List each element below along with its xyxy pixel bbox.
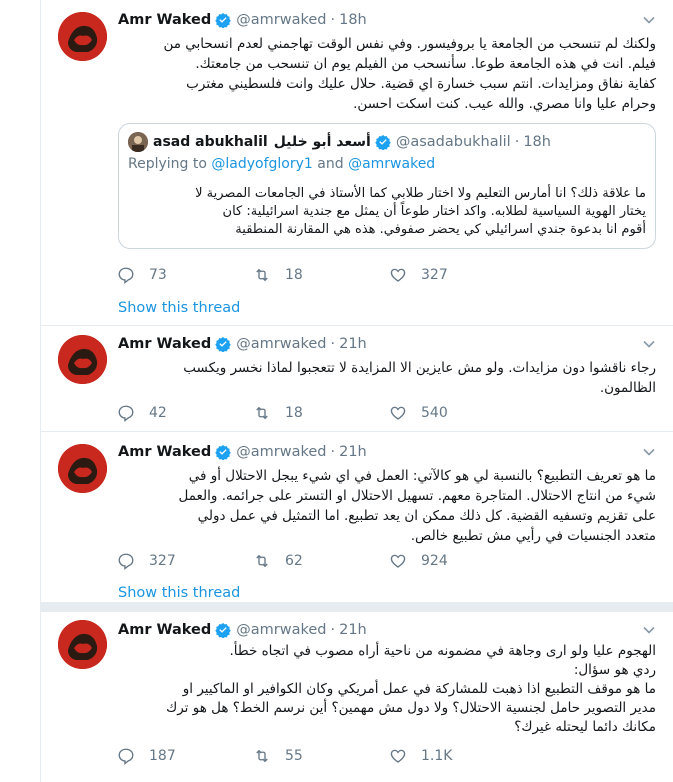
retweet-count: 18 xyxy=(285,405,303,421)
mention-link[interactable]: @ladyofglory1 xyxy=(211,156,313,172)
quote-author-name-arabic: أسعد أبو خليل xyxy=(273,134,371,150)
reply-icon xyxy=(117,552,135,570)
like-icon xyxy=(389,552,407,570)
avatar[interactable] xyxy=(58,620,107,669)
reply-count: 42 xyxy=(149,405,167,421)
author-handle[interactable]: @amrwaked xyxy=(236,622,327,638)
retweet-button[interactable] xyxy=(249,552,385,570)
author-handle[interactable]: @amrwaked xyxy=(236,12,327,28)
reply-count: 327 xyxy=(149,553,176,569)
avatar[interactable] xyxy=(58,335,107,384)
retweet-icon xyxy=(253,552,271,570)
timeline xyxy=(40,0,673,782)
verified-badge-icon xyxy=(215,622,231,638)
tweet-text: الهجوم عليا ولو ارى وجاهة في مضمونه من ناحية أراه مصوب في اتجاه خطأ. ردي هو سؤال: ما هو موقف التطبيع اذا ذهبت للمشاركة في عمل أمريكي وكان الكوافير او الماكيير او مدير التصوير حامل لجنسية الاحتلال؟ ولا دول مش مهمين؟ أين نرسم الخط؟ هل هو ترك مكانك دائما ليحتله غيرك؟ xyxy=(166,643,656,735)
like-button[interactable] xyxy=(385,404,521,422)
verified-badge-icon xyxy=(375,134,391,150)
like-count: 540 xyxy=(421,405,448,421)
like-count: 327 xyxy=(421,267,448,283)
author-handle[interactable]: @amrwaked xyxy=(236,444,327,460)
reply-button[interactable] xyxy=(113,404,249,422)
quote-author-handle: @asadabukhalil xyxy=(395,134,511,150)
quote-timestamp: 18h xyxy=(523,134,551,150)
quote-header xyxy=(128,132,551,152)
tweet[interactable] xyxy=(41,612,673,782)
timestamp[interactable]: 21h xyxy=(339,444,367,460)
verified-badge-icon xyxy=(215,336,231,352)
replying-to-label: Replying to xyxy=(128,156,212,172)
tweet[interactable] xyxy=(41,432,673,612)
tweet[interactable] xyxy=(41,326,673,432)
quote-author-name: asad abukhalil xyxy=(153,134,268,150)
separator-dot: · xyxy=(330,622,336,638)
like-icon xyxy=(389,747,407,765)
tweet-header xyxy=(118,442,367,462)
quoted-tweet[interactable] xyxy=(118,123,656,249)
author-name[interactable]: Amr Waked xyxy=(118,12,212,28)
separator-dot: · xyxy=(514,134,520,150)
separator-dot: · xyxy=(330,444,336,460)
retweet-button[interactable] xyxy=(249,747,385,765)
separator-dot: · xyxy=(330,12,336,28)
tweet-text: ما هو تعريف التطبيع؟ بالنسبة لي هو كالآتي: العمل في اي شيء يبجل الاحتلال أو في شيء من انتاج الاحتلال. المتاجرة معهم. تسهيل الاحتلال او التستر على جرائمه. والعمل على تقزيم وتسفيه القضية. كل ذلك ممكن ان يعد تطبيع. اما التمثيل في عمل دولي متعدد الجنسيات في رأيي مش تطبيع خالص. xyxy=(178,468,656,544)
timestamp[interactable]: 18h xyxy=(339,12,367,28)
verified-badge-icon xyxy=(215,444,231,460)
tweet-text: ولكنك لم تنسحب من الجامعة يا بروفيسور. وفي نفس الوقت تهاجمني لعدم انسحابي من فيلم. انت في هذه الجامعة طوعا. سأنسحب من الفيلم يوم ان تنسحب من جامعتك. كفاية نفاق ومزايدات. انتم سبب خسارة اي قضية. حلال عليك وانت فلسطيني مغترب وحرام عليا وانا مصري. والله عيب. كنت اسكت احسن. xyxy=(163,36,656,112)
like-button[interactable] xyxy=(385,552,521,570)
quote-text: ما علاقة ذلك؟ انا أمارس التعليم ولا اختار طلابي كما الأستاذ في الجامعات المصرية لا يختار الهوية السياسية لطلابه. واكد اختار طوعاً أن يمثل مع جندية اسرائيلية: كان أقوم انا بدعوة جندي اسرائيلي كي يحضر صفوفي. هذه هي المقارنة المنطقية xyxy=(195,186,646,237)
replying-to-and: and xyxy=(312,156,349,172)
tweet-header xyxy=(118,334,367,354)
tweet-actions xyxy=(113,745,543,767)
author-handle[interactable]: @amrwaked xyxy=(236,336,327,352)
reply-count: 187 xyxy=(149,748,176,764)
tweet-header xyxy=(118,620,367,640)
timestamp[interactable]: 21h xyxy=(339,622,367,638)
caret-down-icon[interactable] xyxy=(642,13,656,27)
retweet-count: 62 xyxy=(285,553,303,569)
replying-to xyxy=(128,156,435,172)
like-icon xyxy=(389,266,407,284)
retweet-button[interactable] xyxy=(249,404,385,422)
mention-link[interactable]: @amrwaked xyxy=(348,156,436,172)
caret-down-icon[interactable] xyxy=(642,445,656,459)
show-thread-link[interactable]: Show this thread xyxy=(118,585,241,601)
reply-count: 73 xyxy=(149,267,167,283)
reply-button[interactable] xyxy=(113,266,249,284)
show-thread-link[interactable]: Show this thread xyxy=(118,300,241,316)
author-name[interactable]: Amr Waked xyxy=(118,622,212,638)
retweet-count: 55 xyxy=(285,748,303,764)
timestamp[interactable]: 21h xyxy=(339,336,367,352)
caret-down-icon[interactable] xyxy=(642,337,656,351)
tweet[interactable] xyxy=(41,0,673,326)
retweet-icon xyxy=(253,747,271,765)
tweet-actions xyxy=(113,550,543,572)
avatar[interactable] xyxy=(58,444,107,493)
tweet-actions xyxy=(113,264,543,286)
verified-badge-icon xyxy=(215,12,231,28)
retweet-button[interactable] xyxy=(249,266,385,284)
reply-icon xyxy=(117,266,135,284)
author-name[interactable]: Amr Waked xyxy=(118,336,212,352)
reply-icon xyxy=(117,404,135,422)
reply-icon xyxy=(117,747,135,765)
quote-avatar xyxy=(128,132,148,152)
tweet-header xyxy=(118,10,367,30)
like-icon xyxy=(389,404,407,422)
tweet-text: رجاء ناقشوا دون مزايدات. ولو مش عايزين الا المزايدة لا تتعجبوا لماذا نخسر ويكسب الظالمون. xyxy=(183,360,656,396)
reply-button[interactable] xyxy=(113,747,249,765)
like-count: 924 xyxy=(421,553,448,569)
reply-button[interactable] xyxy=(113,552,249,570)
tweet-actions xyxy=(113,402,543,424)
separator-dot: · xyxy=(330,336,336,352)
retweet-count: 18 xyxy=(285,267,303,283)
retweet-icon xyxy=(253,266,271,284)
like-button[interactable] xyxy=(385,747,521,765)
caret-down-icon[interactable] xyxy=(642,623,656,637)
retweet-icon xyxy=(253,404,271,422)
avatar[interactable] xyxy=(58,12,107,61)
like-count: 1.1K xyxy=(421,748,453,764)
author-name[interactable]: Amr Waked xyxy=(118,444,212,460)
like-button[interactable] xyxy=(385,266,521,284)
